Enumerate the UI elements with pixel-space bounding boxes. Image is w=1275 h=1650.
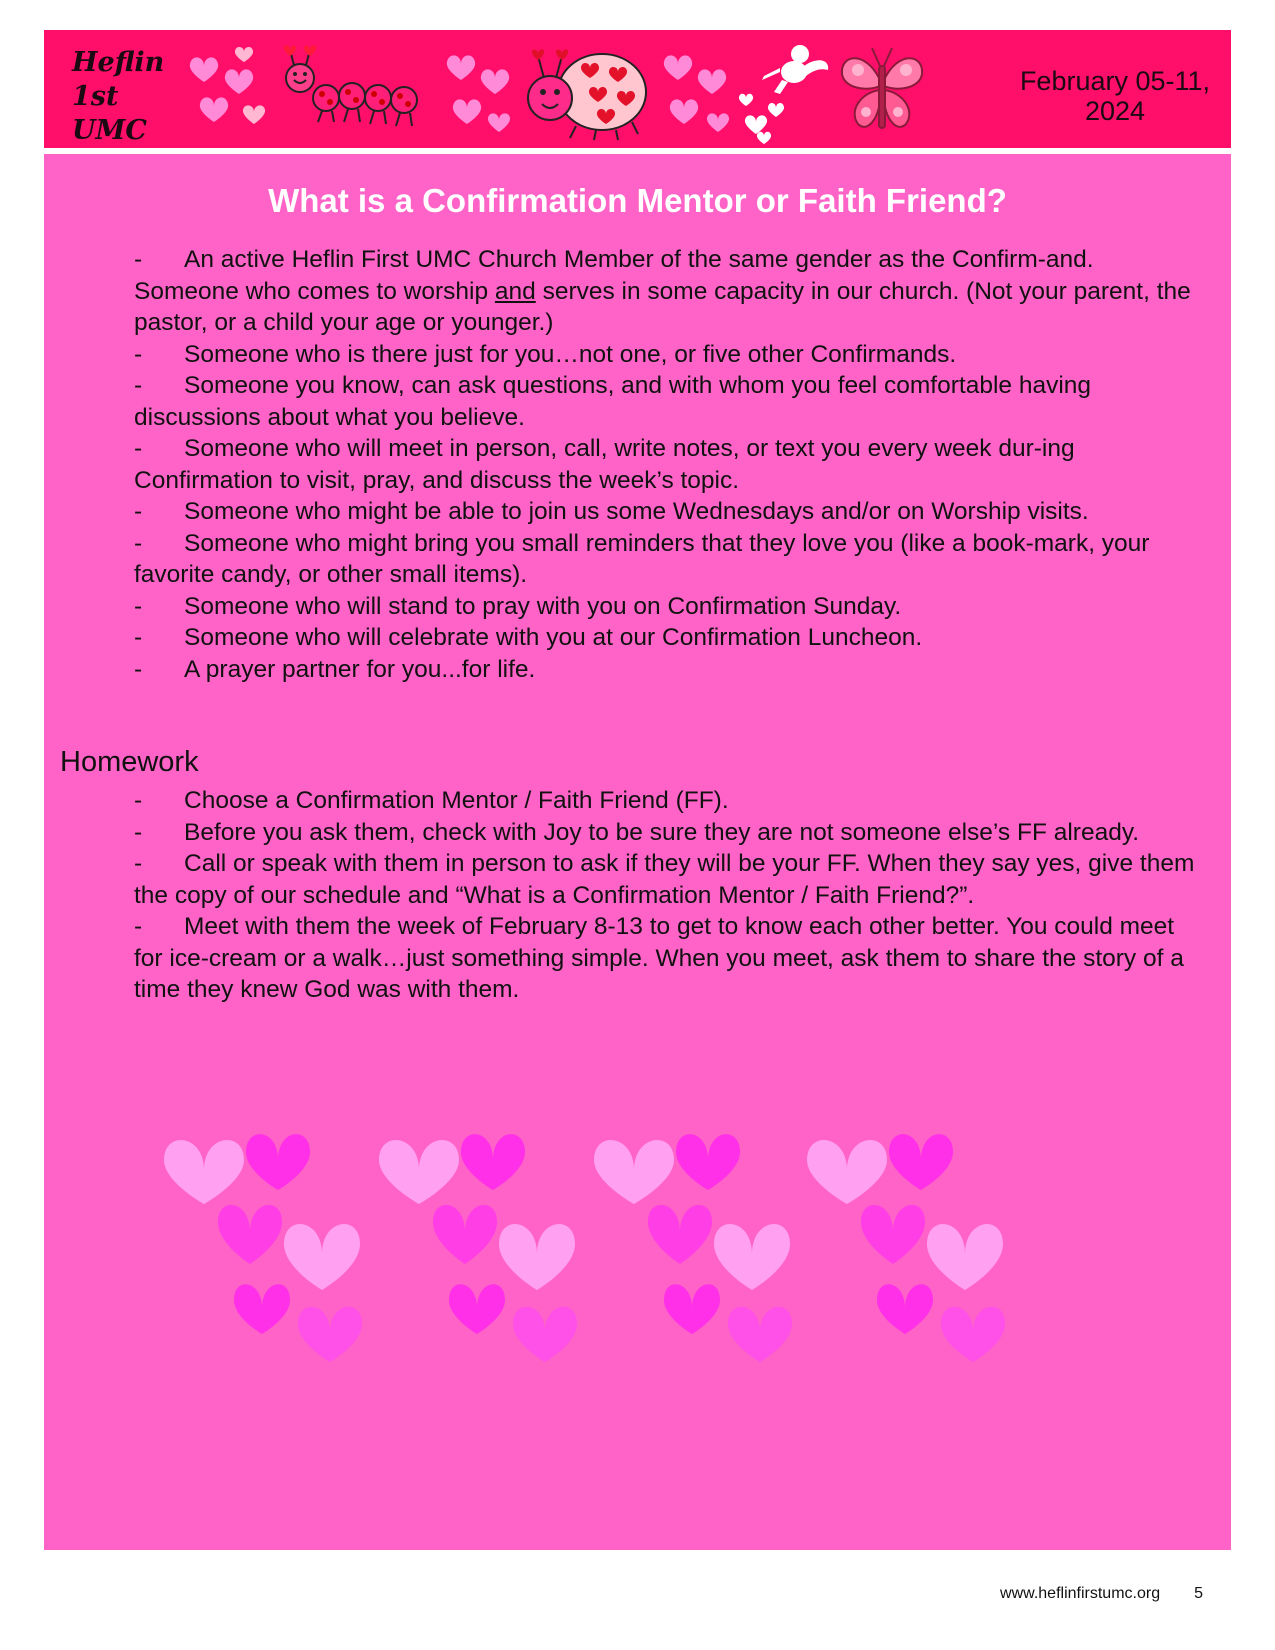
page-footer [1000, 1585, 1203, 1603]
mentor-description-list [134, 244, 1204, 685]
list-item: - Call or speak with them in person to ask if they will be your FF. When they say yes, give them the copy of our schedule and “What is a Confirmation Mentor / Faith Friend?”. [134, 850, 1195, 909]
date-line2: 2024 [1084, 96, 1146, 126]
page-number: 5 [1194, 1585, 1203, 1602]
page-title: What is a Confirmation Mentor or Faith Friend? [268, 182, 1007, 219]
logo-line2: 1st UMC [72, 80, 147, 146]
logo-line1: Heflin [72, 47, 165, 78]
homework-list [134, 785, 1204, 1006]
issue-date [1005, 66, 1225, 126]
list-item: - A prayer partner for you...for life. [134, 655, 536, 683]
header-banner [44, 30, 1231, 152]
website-url: www.heflinfirstumc.org [1000, 1585, 1161, 1602]
decorative-hearts-icon [44, 1114, 1231, 1374]
caterpillar-icon [282, 38, 432, 138]
content-panel [44, 154, 1231, 1550]
list-item: - Someone who will meet in person, call, write notes, or text you every week dur-ing Confirmation to visit, pray, and discuss the week’s topic. [134, 435, 1075, 494]
heart-cluster-icon [656, 38, 736, 143]
ladybug-icon [514, 34, 654, 142]
list-item: - Choose a Confirmation Mentor / Faith Friend (FF). [134, 787, 729, 814]
heart-cluster-icon [184, 38, 274, 138]
butterfly-icon [836, 40, 928, 140]
list-item: - Someone who will celebrate with you at our Confirmation Luncheon. [134, 624, 923, 651]
heart-cluster-icon [439, 38, 519, 143]
cupid-icon [734, 36, 834, 144]
homework-heading: Homework [60, 746, 199, 778]
list-item: - Someone who is there just for you…not one, or five other Confirmands. [134, 340, 957, 368]
list-item: - Someone you know, can ask questions, and with whom you feel comfortable having discussions about what you believe. [134, 372, 1092, 431]
list-item: - Before you ask them, check with Joy to be sure they are not someone else’s FF already. [134, 818, 1140, 846]
date-line1: February 05-11, [1019, 66, 1211, 96]
list-item: - Someone who will stand to pray with you on Confirmation Sunday. [134, 592, 902, 620]
list-item: - Meet with them the week of February 8-13 to get to know each other better. You could meet for ice-cream or a walk…just something simple. When you meet, ask them to share the story of a time they knew God was with them. [134, 913, 1184, 1003]
list-item: - Someone who might bring you small reminders that they love you (like a book-mark, your favorite candy, or other small items). [134, 529, 1150, 588]
church-logo [72, 46, 192, 147]
list-item: - An active Heflin First UMC Church Member of the same gender as the Confirm-and. Someone who comes to worship and serves in some capacity in our church. (Not your parent, the pastor, or a child your age or younger.) [134, 246, 1191, 336]
list-item: - Someone who might be able to join us some Wednesdays and/or on Worship visits. [134, 498, 1089, 525]
